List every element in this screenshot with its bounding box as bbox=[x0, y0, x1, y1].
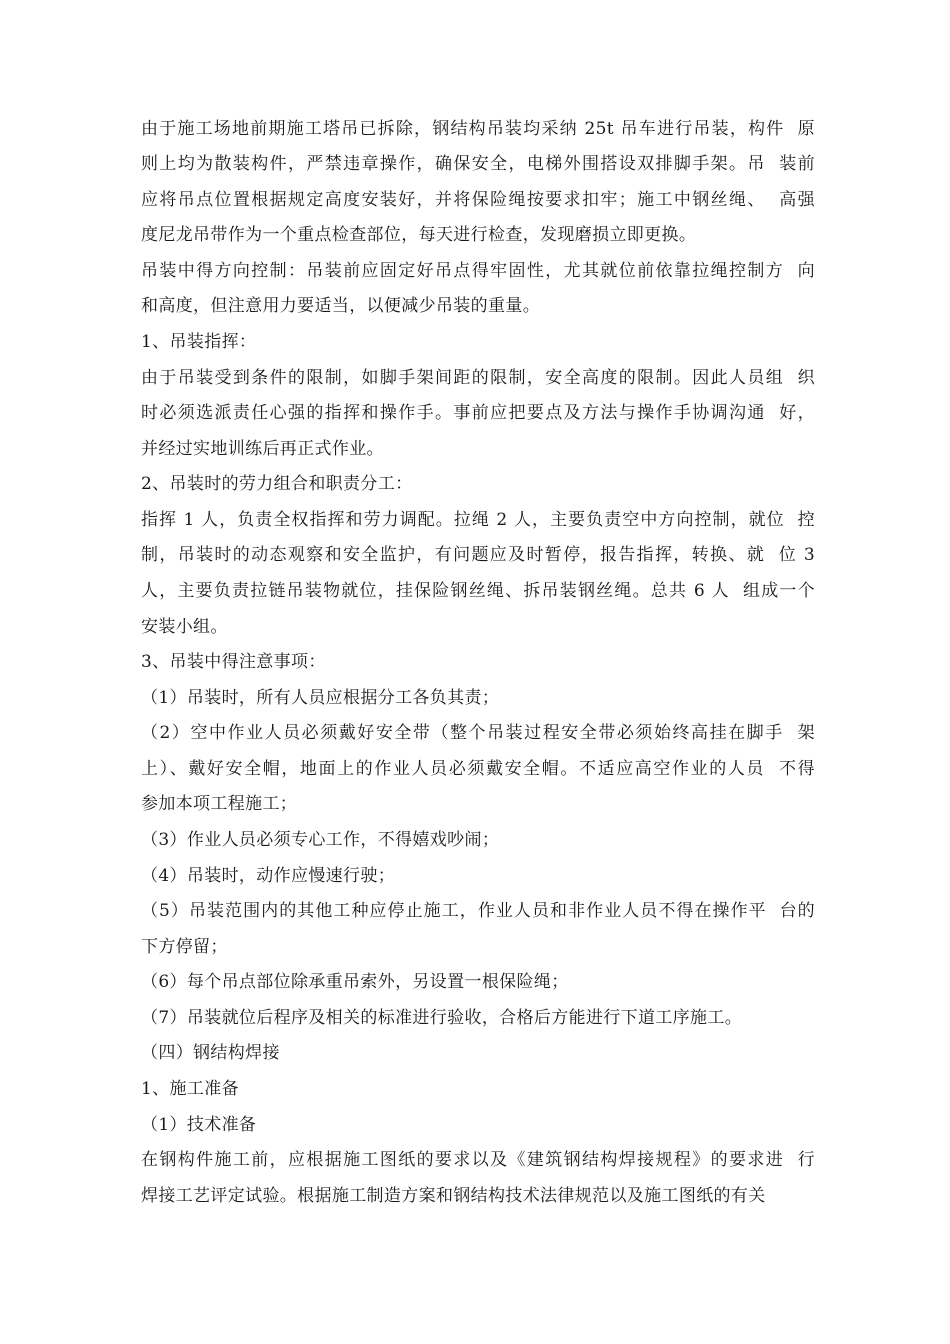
paragraph-line: 参加本项工程施工； bbox=[141, 794, 298, 814]
paragraph-line: 时必须选派责任心强的指挥和操作手。事前应把要点及方法与操作手协调沟通 好， bbox=[141, 403, 815, 423]
paragraph-line: 指挥 1 人，负责全权指挥和劳力调配。拉绳 2 人，主要负责空中方向控制，就位 控 bbox=[141, 510, 815, 530]
list-item: （7）吊装就位后程序及相关的标准进行验收，合格后方能进行下道工序施工。 bbox=[141, 1008, 743, 1028]
paragraph-line: 并经过实地训练后再正式作业。 bbox=[141, 439, 384, 459]
list-item: （1）吊装时，所有人员应根据分工各负其责； bbox=[141, 688, 500, 708]
paragraph-line: 安装小组。 bbox=[141, 617, 228, 637]
list-item: （5）吊装范围内的其他工种应停止施工，作业人员和非作业人员不得在操作平 台的 bbox=[141, 901, 815, 921]
paragraph-line: 和高度，但注意用力要适当，以便减少吊装的重量。 bbox=[141, 296, 541, 316]
section-heading: （1）技术准备 bbox=[141, 1115, 257, 1135]
paragraph-line: 下方停留； bbox=[141, 937, 228, 957]
paragraph-line: 制，吊装时的动态观察和安全监护，有问题应及时暂停，报告指挥，转换、就 位 3 bbox=[141, 545, 815, 565]
section-heading: 1、吊装指挥： bbox=[141, 332, 257, 352]
paragraph-line: 人，主要负责拉链吊装物就位，挂保险钢丝绳、拆吊装钢丝绳。总共 6 人 组成一个 bbox=[141, 581, 815, 601]
list-item: （4）吊装时，动作应慢速行驶； bbox=[141, 866, 396, 886]
paragraph-line: 由于吊装受到条件的限制，如脚手架间距的限制，安全高度的限制。因此人员组 织 bbox=[141, 368, 815, 388]
paragraph-line: 应将吊点位置根据规定高度安装好，并将保险绳按要求扣牢；施工中钢丝绳、 高强 bbox=[141, 190, 815, 210]
section-heading: （四）钢结构焊接 bbox=[141, 1043, 280, 1063]
list-item: （3）作业人员必须专心工作，不得嬉戏吵闹； bbox=[141, 830, 500, 850]
list-item: （6）每个吊点部位除承重吊索外，另设置一根保险绳； bbox=[141, 972, 569, 992]
paragraph-line: 吊装中得方向控制：吊装前应固定好吊点得牢固性，尤其就位前依靠拉绳控制方 向 bbox=[141, 261, 815, 281]
paragraph-line: 则上均为散装构件，严禁违章操作，确保安全，电梯外围搭设双排脚手架。吊 装前 bbox=[141, 154, 815, 174]
paragraph-line: 在钢构件施工前，应根据施工图纸的要求以及《建筑钢结构焊接规程》的要求进 行 bbox=[141, 1150, 815, 1170]
paragraph-line: 上）、戴好安全帽，地面上的作业人员必须戴安全帽。不适应高空作业的人员 不得 bbox=[141, 759, 815, 779]
section-heading: 2、吊装时的劳力组合和职责分工： bbox=[141, 474, 413, 494]
section-heading: 1、施工准备 bbox=[141, 1079, 239, 1099]
paragraph-line: 焊接工艺评定试验。根据施工制造方案和钢结构技术法律规范以及施工图纸的有关 bbox=[141, 1186, 766, 1206]
section-heading: 3、吊装中得注意事项： bbox=[141, 652, 326, 672]
paragraph-line: 由于施工场地前期施工塔吊已拆除，钢结构吊装均采纳 25t 吊车进行吊装，构件 原 bbox=[141, 119, 815, 139]
paragraph-line: 度尼龙吊带作为一个重点检查部位，每天进行检查，发现磨损立即更换。 bbox=[141, 225, 697, 245]
list-item: （2）空中作业人员必须戴好安全带（整个吊装过程安全带必须始终高挂在脚手 架 bbox=[141, 723, 815, 743]
